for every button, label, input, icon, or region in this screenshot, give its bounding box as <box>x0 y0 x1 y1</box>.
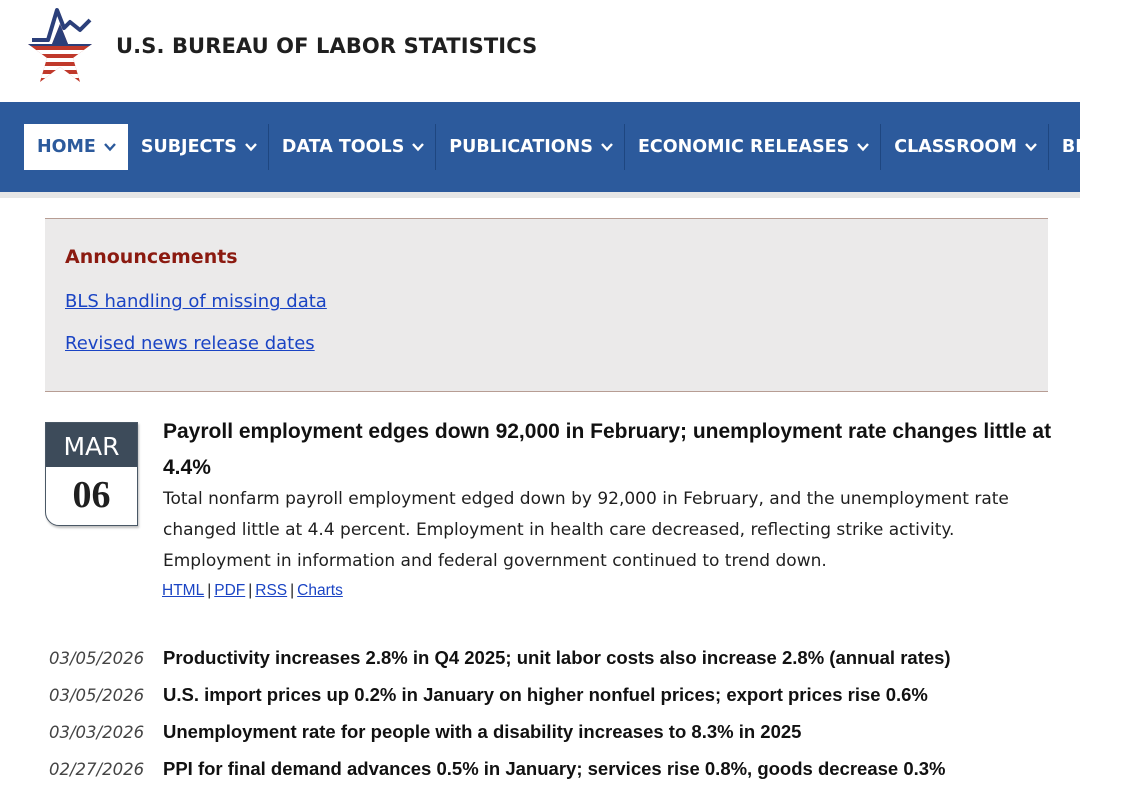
release-date: 03/03/2026 <box>49 723 145 742</box>
pdf-link[interactable]: PDF <box>214 582 246 599</box>
main-nav <box>0 102 1112 192</box>
release-title-link[interactable]: Productivity increases 2.8% in Q4 2025; unit labor costs also increase 2.8% (annual rates) <box>163 647 951 668</box>
list-item <box>0 645 1080 675</box>
nav-item-label: PUBLICATIONS <box>449 137 593 157</box>
announcement-link-missing-data[interactable]: BLS handling of missing data <box>65 291 327 312</box>
release-date: 03/05/2026 <box>49 649 145 668</box>
chevron-down-icon <box>600 140 614 154</box>
release-title-link[interactable]: PPI for final demand advances 0.5% in January; services rise 0.8%, goods decrease 0.3% <box>163 758 946 779</box>
release-date: 02/27/2026 <box>49 760 145 779</box>
chevron-down-icon <box>103 140 117 154</box>
nav-item-subjects[interactable] <box>128 124 268 170</box>
chevron-down-icon <box>856 140 870 154</box>
nav-item-classroom[interactable] <box>880 124 1048 170</box>
nav-menu <box>24 124 1142 170</box>
announcements-panel <box>45 218 1048 392</box>
release-date-card <box>45 422 138 526</box>
link-separator: | <box>248 582 253 599</box>
nav-item-label: BETA <box>1061 137 1112 157</box>
html-link[interactable]: HTML <box>162 582 205 599</box>
announcements-title: Announcements <box>65 246 238 268</box>
chevron-down-icon <box>411 140 425 154</box>
announcement-link-release-dates[interactable]: Revised news release dates <box>65 333 315 354</box>
list-item <box>0 719 1080 749</box>
link-separator: | <box>207 582 212 599</box>
nav-item-data-tools[interactable] <box>268 124 435 170</box>
release-title-link[interactable]: U.S. import prices up 0.2% in January on higher nonfuel prices; export prices rise 0.6% <box>163 684 928 705</box>
list-item <box>0 682 1080 712</box>
list-item <box>0 756 1080 786</box>
nav-item-label: HOME <box>37 137 96 157</box>
nav-item-beta[interactable] <box>1048 124 1142 170</box>
release-date: 03/05/2026 <box>49 686 145 705</box>
nav-item-economic-releases[interactable] <box>624 124 880 170</box>
release-day: 06 <box>72 474 111 516</box>
nav-item-label: CLASSROOM <box>894 137 1017 157</box>
chevron-down-icon <box>1118 140 1132 154</box>
nav-item-home[interactable] <box>24 124 128 170</box>
bls-star-logo-icon[interactable] <box>24 6 96 88</box>
chevron-down-icon <box>244 140 258 154</box>
site-title: U.S. BUREAU OF LABOR STATISTICS <box>116 34 538 58</box>
charts-link[interactable]: Charts <box>297 582 343 599</box>
nav-divider <box>0 192 1080 198</box>
site-header <box>0 0 1080 102</box>
featured-release-title[interactable]: Payroll employment edges down 92,000 in February; unemployment rate changes little at 4.4% <box>163 420 1052 479</box>
featured-release-summary: Total nonfarm payroll employment edged down by 92,000 in February, and the unemployment rate changed little at 4.4 percent. Employment in health care decreased, reflecting strike activity. Employment in information and federal government continued to trend down. <box>163 489 1009 571</box>
release-title-link[interactable]: Unemployment rate for people with a disability increases to 8.3% in 2025 <box>163 721 802 742</box>
chevron-down-icon <box>1024 140 1038 154</box>
nav-item-publications[interactable] <box>435 124 624 170</box>
nav-item-label: ECONOMIC RELEASES <box>637 137 850 157</box>
nav-item-label: DATA TOOLS <box>281 137 405 157</box>
featured-release-links <box>162 582 343 600</box>
nav-item-label: SUBJECTS <box>140 137 237 157</box>
link-separator: | <box>290 582 295 599</box>
rss-link[interactable]: RSS <box>255 582 288 599</box>
release-month: MAR <box>46 423 137 467</box>
